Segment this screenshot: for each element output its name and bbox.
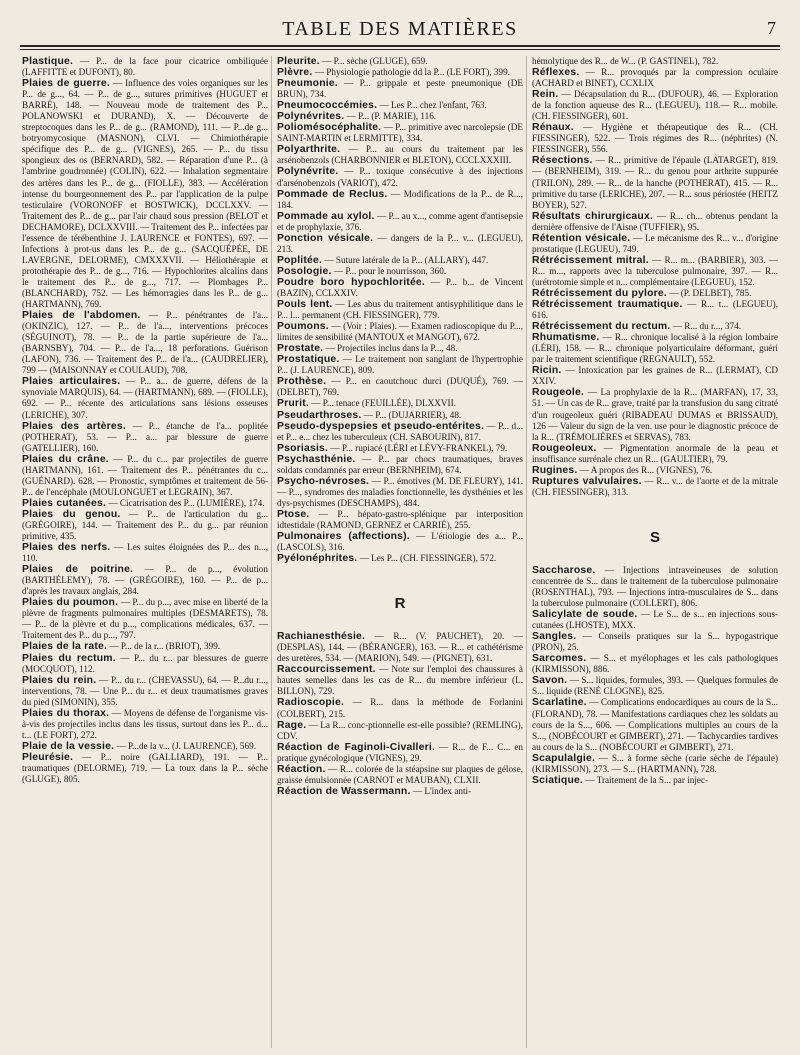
entry-term: Rein. [532, 89, 559, 101]
entry-term: Plaies cutanées. [22, 497, 107, 509]
entry-term: Salicylate de soude. [532, 609, 638, 621]
index-entry [22, 564, 268, 597]
index-entry [532, 476, 778, 498]
entry-description: — P... de p..., évolution (BARTHÉLEMY), 78. — (GRÉGOIRE), 160. — P... de p... d'après les travaux anglais, 284. [22, 564, 268, 597]
entry-description: — A propos des R... (VIGNES), 76. [577, 464, 713, 475]
index-entry [22, 653, 268, 675]
index-entry [277, 454, 523, 476]
entry-term: Scarlatine. [532, 697, 587, 709]
index-entry [532, 321, 778, 332]
entry-description: — Les abus du traitement antisyphilitique dans le P... l... permanent (CH. FIESSINGER), 779. [277, 299, 523, 321]
entry-description: — R... v... de l'aorte et de la mitrale (CH. FIESSINGER), 313. [532, 475, 778, 497]
index-entry [22, 56, 268, 78]
entry-description: — Pigmentation anormale de la peau et insuffisance surrénale chez un R... (GAULTIER), 79. [532, 442, 778, 464]
index-entry [532, 56, 778, 67]
entry-description: — (P. DELBET), 785. [666, 287, 752, 298]
entry-description: — Moyens de défense de l'organisme vis-à-vis des projectiles inclus dans les tissus, surtout dans les P... d... t... (LE FORT), 272. [22, 707, 268, 740]
entry-description: — (Voir : Plaies). — Examen radioscopique du P..., limites de sensibilité (MANTOUX et MANGOT), 672. [277, 321, 523, 343]
entry-term: Pyélonéphrites. [277, 553, 358, 565]
page-header [22, 14, 778, 44]
entry-term: Plèvre. [277, 67, 313, 79]
index-entry [277, 697, 523, 719]
entry-description: — R... de F... C... en pratique gynécologique (VIGNES), 29. [277, 741, 523, 763]
index-entry [532, 332, 778, 365]
entry-description: — P... (P. MARIE), 116. [344, 111, 437, 122]
index-entry [277, 67, 523, 78]
entry-description: — P... primitive avec narcolepsie (DE SAINT-MARTIN et LERMITTE), 334. [277, 122, 523, 144]
index-entry [22, 708, 268, 741]
entry-term: Ricin. [532, 365, 562, 377]
index-entry [277, 786, 523, 797]
entry-term: Polynévrite. [277, 166, 339, 178]
index-entry [277, 410, 523, 421]
index-entry [277, 299, 523, 321]
entry-term: Ruptures valvulaires. [532, 475, 642, 487]
entry-term: Poplitée. [277, 254, 323, 266]
index-entry [22, 741, 268, 752]
entry-term: Plaies de l'abdomen. [22, 310, 141, 322]
index-entry [22, 542, 268, 564]
index-entry [532, 609, 778, 631]
entry-description: — Influence des voies organiques sur les P... de g..., 64. — P... de g..., sutures primitives (HUGUET et BARRÉ), 148. — Nouveau mode de traitement des P... POLANOWSKI et DURAND), X. — Découverte de streptocoques dans les P... de g... (RAMOND), 111. — P...de g... botryomycosique (MASNON), CLVI. — Chimiothérapie spécifique des P... de g... (VIGNES), 265. — P... du tissu spongieux des os (BERNARD), 582. — Réparation d'une P... (à l'ambrine goudronnée) (COLIN), 622. — Inhalation segmentaire des artères dans les P... de g... (FIOLLE), 383. — Accélération intense du bourgeonnement des P... par l'application de la pulpe testiculaire (VORONOFF et BOSTWICK), DCCLXXV. — Traitement des P... de g... par l'air chaud sous pression (BELOT et DECHAMORE), DCLXXVIII. — Traitement des P... infectées par l'essence de térébenthine J. LAURENCE et FONTES), 697. — Infections à prot-us dans les P... de g... (SACQUÉPÉE, DE LAVERGNE, DELORME), CMXXXVII. — Héliothérapie et protothérapie des P... de g..., 716. — Hypochlorites alcalins dans le traitement des P... de g..., 717. — Plombages P... (BLANCHARD), 752. — Les hémorragies dans les P... de g... (HARTMANN), 769. [22, 78, 268, 310]
entry-description: — Le S... de s... en injections sous-cutanées (LHOSTE), MXX. [532, 609, 778, 631]
entry-description: — Le traitement non sanglant de l'hypertrophie P... (J. LAURENCE), 809. [277, 354, 523, 376]
entry-term: Poliomésocéphalite. [277, 122, 382, 134]
entry-description: — P... rupiacé (LÉRI et LÉVY-FRANKEL), 79. [328, 442, 508, 453]
entry-term: Plaies de poitrine. [22, 564, 134, 576]
entry-description: — R... chronique localisé à la région lombaire (LÉRI), 158. — R... chronique polyarticulaire déformant, guéri par le traitement scientifique (REGNAULT), 552. [532, 332, 778, 365]
entry-description: — P... du p..., avec mise en liberté de la plèvre de fragments pulmonaires multiples (DESMARETS), 78. — P... de la plèvre et du p..., complications médicales, 637. — Traitement des P... du p..., 797. [22, 597, 268, 641]
entry-term: Pulmonaires (affections). [277, 531, 410, 543]
entry-description: — Suture latérale de la P... (ALLARY), 447. [322, 254, 489, 265]
entry-description: — Les P... (CH. FIESSINGER), 572. [357, 553, 497, 564]
entry-term: Plaies articulaires. [22, 376, 121, 388]
entry-term: Rachianesthésie. [277, 631, 366, 643]
entry-term: Réaction de Faginoli-Civalleri. [277, 741, 436, 753]
entry-term: Pleurite. [277, 56, 320, 67]
entry-description: — P... du r... par blessures de guerre (MOCQUOT), 112. [22, 652, 268, 674]
entry-description: — P... pour le nourrisson, 360. [331, 265, 447, 276]
entry-description: — P... par chocs traumatiques, braves soldats condamnés par erreur (BERNHEIM), 674. [277, 453, 523, 475]
entry-term: Pseudarthroses. [277, 409, 362, 421]
entry-term: Rougeoleux. [532, 442, 597, 454]
entry-description: — P... d... et P... e... chez les tuberculeux (CH. SABOURIN), 817. [277, 420, 524, 442]
entry-description: — Physiologie pathologie dd la P... (LE FORT), 399. [312, 67, 510, 78]
index-entry [532, 775, 778, 786]
entry-term: Radioscopie. [277, 697, 345, 709]
entry-term: Psychasthénie. [277, 453, 356, 465]
entry-term: Plaies du thorax. [22, 707, 110, 719]
entry-term: Rétention vésicale. [532, 232, 631, 244]
entry-term: Pommade de Reclus. [277, 188, 388, 200]
entry-term: Prostate. [277, 343, 324, 355]
entry-term: Saccharose. [532, 564, 596, 576]
entry-term: Plastique. [22, 56, 74, 67]
index-entry [532, 565, 778, 609]
entry-description: — R... primitive de l'épaule (LATARGET), 819. — (BERNHEIM), 319. — R... du genou pour arthrite suppurée (TRILON), 289. — R... de la hanche (POTHERAT), 415. — R... primitive du tarse (LERICHE), 207. — R... sous périostée (HEITZ BOYER), 527. [532, 155, 778, 210]
index-entry [22, 675, 268, 708]
entry-term: Rougeole. [532, 387, 585, 399]
entry-term: Rétrécissement du pylore. [532, 287, 667, 299]
entry-term: Sangles. [532, 631, 577, 643]
entry-term: Pleurésie. [22, 751, 74, 763]
entry-term: Rétrécissement mitral. [532, 254, 649, 266]
index-entry [532, 631, 778, 653]
index-column-3 [532, 56, 778, 786]
index-entry [277, 720, 523, 742]
index-entry [532, 387, 778, 442]
index-entry [277, 398, 523, 409]
entry-description: — P... en caoutchouc durci (DUQUÉ), 769. — (DELBET), 769. [277, 376, 523, 398]
entry-description: — P... noire (GALLIARD), 191. — P... traumatiques (DELORME), 719. — La toux dans la P... sèche (GLUGE), 805. [22, 751, 268, 785]
entry-term: Prothèse. [277, 376, 327, 388]
entry-term: Plaies des nerfs. [22, 542, 111, 554]
entry-term: Poumons. [277, 321, 329, 333]
index-entry [22, 597, 268, 641]
entry-term: Sarcomes. [532, 653, 587, 665]
index-entry [532, 211, 778, 233]
index-entry [277, 78, 523, 100]
index-entry [277, 764, 523, 786]
entry-description: — P... tenace (FEUILLÉE), DLXXVII. [309, 398, 456, 409]
index-entry [277, 421, 523, 443]
section-letter: R [394, 595, 406, 613]
entry-description: — P... (DUJARRIER), 48. [361, 409, 462, 420]
index-entry [22, 498, 268, 509]
entry-term: Ptose. [277, 508, 310, 520]
index-entry [22, 752, 268, 785]
entry-term: Rugines. [532, 464, 578, 476]
index-entry [277, 531, 523, 553]
index-entry [532, 155, 778, 210]
entry-description: — P... grippale et peste pneumonique (DE BRUN), 734. [277, 78, 523, 100]
index-entry [22, 454, 268, 498]
entry-description: — R... (V. PAUCHET), 20. — (DESPLAS), 144. — (BÉRANGER), 163. — R... et cathétérisme des uretères, 534. — (MARION), 549. — (PIGNET), 631. [277, 631, 523, 664]
entry-description: — P... du r... (CHEVASSU), 64. — P...du r..., interventions, 78. — Une P... du r... et deux traumatismes graves du pied (SIMONIN), 355. [22, 674, 269, 707]
entry-description: — P... de l'articulation du g... (GRÉGOIRE), 144. — Traitement des P... du g... par réunion primitive, 435. [22, 508, 269, 542]
entry-term: Réflexes. [532, 67, 580, 79]
index-entry [277, 233, 523, 255]
entry-term: Savon. [532, 675, 568, 687]
entry-term: Sciatique. [532, 774, 584, 786]
index-entry [277, 189, 523, 211]
column-divider [526, 56, 527, 1048]
entry-description: — P... du c... par projectiles de guerre (HARTMANN), 161. — Traitement des P... pénétrantes du c... (GUÉNARD). 628. — Pronostic, symptômes et traitement de 56-P... de l'encéphale (MOULONGUET et LEGRAIN), 367. [22, 453, 268, 497]
entry-term: Résections. [532, 155, 593, 167]
index-entry [277, 111, 523, 122]
index-entry [277, 509, 523, 531]
entry-description: — P... b... de Vincent (BAZIN), CCLXXIV. [277, 276, 523, 298]
entry-description: — Décapsulation du R... (DUFOUR), 46. — Exploration de la fonction aqueuse des R... (LEGUEU), 118.— R... mobile. (CH. FIESSINGER), 601. [532, 89, 778, 122]
index-entry [277, 277, 523, 299]
entry-description: — Injections intraveineuses de solution concentrée de S... dans le traitement de la tuberculose pulmonaire (ROSENTHAL), 793. — Injections intra-musculaires de S... dans la tuberculose pulmonaire (COLLERT), 806. [532, 564, 778, 609]
entry-term: Psycho-névroses. [277, 475, 370, 487]
index-entry [277, 122, 523, 144]
index-entry [532, 465, 778, 476]
entry-description: — La R... conc-ptionnelle est-elle possible? (REMLING), CDV. [277, 719, 523, 741]
entry-term: Pneumonie. [277, 78, 338, 90]
entry-description: — Les suites éloignées des P... des n..., 110. [22, 542, 268, 564]
index-entry [22, 376, 268, 420]
entry-description: — P... au cours du traitement par les arsénobenzols (CHARBONNIER et BLETON), CCCLXXXIII. [277, 144, 523, 166]
entry-term: Plaies du poumon. [22, 597, 119, 609]
entry-description: — Conseils pratiques sur la S... hypogastrique (PRON), 25. [532, 631, 778, 653]
entry-description: — Intoxication par les graines de R... (LERMAT), CD XXIV. [532, 365, 778, 387]
section-letter: S [649, 528, 660, 546]
entry-description: — R... ch... obtenus pendant la dernière offensive de l'Aisne (TUFFIER), 95. [532, 210, 778, 232]
entry-term: Psoriasis. [277, 442, 329, 454]
entry-description: — Hygiène et thérapeutique des R... (CH. FIESSINGER), 522. — Trois régimes des R... (néphrites) (N. FIESSINGER), 556. [532, 122, 778, 155]
index-entry [277, 376, 523, 398]
entry-description: — R... m... (BARBIER), 303. — R... m..., rapports avec la tuberculose pulmonaire, 397. — R... (urétrotomie simple et n... complémentaire (LEGUEU), 152. [532, 254, 778, 287]
index-entry [532, 89, 778, 122]
entry-description: — P... de la r... (BRIOT), 399. [107, 641, 221, 652]
header-rule-thin [20, 49, 780, 50]
column-divider [271, 56, 272, 1048]
index-entry [532, 653, 778, 675]
page-number: 7 [767, 18, 776, 38]
entry-term: Rétrécissement du rectum. [532, 321, 671, 333]
index-entry [532, 288, 778, 299]
index-entry [22, 310, 268, 376]
entry-term: Rétrécissement traumatique. [532, 299, 683, 311]
entry-term: Ponction vésicale. [277, 232, 374, 244]
entry-term: Plaies du rectum. [22, 652, 116, 664]
entry-description: — R... colorée de la stéapsine sur plaques de gélose, graisse émulsionnée (CARNOT et MAUBAN), CLXII. [277, 763, 523, 785]
entry-description: — R... dans la méthode de Forlanini (COLBERT), 215. [277, 697, 523, 719]
entry-description: — Traitement de la S... par injec- [583, 774, 709, 785]
entry-description: — P... au x..., comme agent d'antisepsie et de prophylaxie, 376. [277, 210, 523, 232]
index-entry [277, 266, 523, 277]
index-entry [532, 299, 778, 321]
entry-term: Pommade au xylol. [277, 210, 375, 222]
entry-description: — P... hépato-gastro-splénique par interposition idtestidale (RAMOND, GERNEZ et CARRIÉ), 255. [277, 508, 523, 530]
entry-term: Plaies de la rate. [22, 641, 108, 653]
index-entry [277, 553, 523, 564]
entry-description: — L'index anti- [410, 785, 472, 796]
entry-description: — L'étiologie des a... P... (LASCOLS), 316. [277, 531, 523, 553]
entry-description: — Note sur l'emploi des chaussures à hautes semelles dans les cas de R... du membre inférieur (L. BILLON), 729. [277, 664, 523, 697]
entry-term: Plaie de la vessie. [22, 740, 115, 752]
index-entry [22, 421, 268, 454]
index-column-1 [22, 56, 268, 785]
entry-term: Pneumococcémies. [277, 100, 378, 112]
page-title: TABLE DES MATIÈRES [282, 18, 518, 40]
entry-term: Plaies du crâne. [22, 453, 109, 465]
entry-description: — Modifications de la P... de R..., 184. [277, 188, 523, 210]
entry-description: — P... toxique consécutive à des injections d'arsénobenzols (VARIOT), 472. [277, 166, 523, 188]
entry-term: Rhumatisme. [532, 332, 600, 344]
index-entry [277, 321, 523, 343]
index-entry [277, 100, 523, 111]
entry-term: Pouls lent. [277, 299, 333, 311]
index-column-2 [277, 56, 523, 797]
index-entry [532, 443, 778, 465]
entry-description: — Cicatrisation des P... (LUMIÈRE), 174. [106, 497, 265, 508]
entry-description: — Projectiles inclus dans la P..., 48. [323, 343, 458, 354]
index-entry [277, 144, 523, 166]
entry-term: Scapulalgie. [532, 752, 596, 764]
index-entry [277, 56, 523, 67]
entry-description: hémolytique des R... de W... (P. GASTINEL), 782. [532, 56, 719, 66]
entry-term: Prostatique. [277, 354, 340, 366]
index-entry [532, 697, 778, 752]
entry-term: Réaction. [277, 763, 326, 775]
entry-term: Rénaux. [532, 122, 574, 134]
entry-term: Polynévrites. [277, 111, 345, 123]
entry-description: — R... du r..., 374. [670, 321, 742, 332]
entry-description: — R... provoqués par la compression oculaire (ACHARD et BINET), CCXLIX [532, 67, 778, 89]
index-entry [532, 255, 778, 288]
index-entry [532, 67, 778, 89]
index-entry [532, 753, 778, 775]
entry-description: — P... émotives (M. DE FLEURY), 141. — P..., syndromes des maladies fonctionnelle, les dysthénies et les dys-psychismes (DESCHAMPS), 484. [277, 475, 523, 508]
entry-description: — P... étanche de l'a... poplitée (POTHERAT), 53. — P... a... par blessure de guerre (GATELLIER), 160. [22, 420, 268, 453]
entry-term: Prurit. [277, 398, 309, 410]
index-entry [277, 255, 523, 266]
entry-term: Posologie. [277, 265, 332, 277]
entry-term: Plaies des artères. [22, 420, 126, 432]
entry-description: — P... sèche (GLUGE), 659. [319, 56, 428, 66]
entry-term: Réaction de Wassermann. [277, 785, 411, 797]
index-entry [532, 233, 778, 255]
index-entry [277, 354, 523, 376]
index-entry [277, 664, 523, 697]
index-entry [277, 742, 523, 764]
index-entry [22, 509, 268, 542]
index-entry [277, 443, 523, 454]
entry-description: — R... t... (LEGUEU), 616. [532, 299, 778, 321]
entry-term: Pseudo-dyspepsies et pseudo-entérites. [277, 420, 485, 432]
entry-term: Rage. [277, 719, 307, 731]
entry-term: Plaies du genou. [22, 508, 121, 520]
entry-description: — S... et myélophages et les cals pathologiques (KIRMISSON), 886. [532, 653, 778, 675]
entry-term: Plaies de guerre. [22, 78, 110, 90]
index-entry [277, 476, 523, 509]
entry-term: Raccourcissement. [277, 664, 376, 676]
index-entry [22, 641, 268, 652]
index-entry [277, 631, 523, 664]
entry-term: Plaies du rein. [22, 674, 97, 686]
entry-description: — dangers de la P... v... (LEGUEU), 213. [277, 232, 523, 254]
entry-description: — P... de la face pour cicatrice ombiliquée (LAFFITTE et DUFONT), 80. [22, 56, 268, 78]
index-entry [532, 365, 778, 387]
index-entry [22, 78, 268, 310]
entry-description: — Complications endocardiques au cours de la S... (FLORAND), 78. — Manifestations cardiaques chez les soldats au cours de la S..., 606. — Complications multiples au cours de la S..., (NOBÉCOURT et GIMBERT), 271. — Tachycardies tardives au cours de la S... (NOBÉCOURT et GIMBERT), 271. [532, 697, 778, 752]
entry-description: — Les P... chez l'enfant, 763. [377, 100, 487, 111]
index-entry [277, 166, 523, 188]
entry-description: — S... liquides, formules, 393. — Quelques formules de S... liquide (RENÉ CLOGNE), 825. [532, 675, 778, 697]
entry-description: — P...de la v... (J. LAURENCE), 569. [114, 740, 256, 751]
entry-term: Résultats chirurgicaux. [532, 210, 654, 222]
entry-description: — La prophylaxie de la R... (MARFAN), 17, 33, 51. — Un cas de R... grave, traité par la transfusion du sang citraté d'un rougeoleux guéri (RIBADEAU DUMAS et BRISSAUD), 126 — Valeur du sign de la ven. use pour le diagnostic précoce de la R... (TRÉMOLIÈRES et SERVAS), 783. [532, 387, 778, 442]
entry-description: — Le mécanisme des R... v... d'origine prostatique (LEGUEU), 749. [532, 232, 778, 254]
entry-description: — P... a... de guerre, défens de la synoviale MARQUIS), 64. — (HARTMANN), 689. — (FIOLLE), 692. — P... récente des articulations sans lésions osseuses (LERICHE), 307. [22, 376, 268, 420]
index-entry [277, 211, 523, 233]
index-entry [277, 343, 523, 354]
index-entry [532, 675, 778, 697]
index-entry [532, 122, 778, 155]
entry-description: — P... pénétrantes de l'a... (OKINZIC), 127. — P... de l'a..., interventions précoces (SÉGUINOT), 78. — P... de la partie supérieure de l'a... (BARNSBY), 704. — P... de l'a..., 18 perforations. Guérison (LAFON), 736. — Traitement des P... de l'a... (CAUDRELIER), 799 — (MAISONNAY et COULAUD), 708. [22, 310, 268, 376]
entry-description: — S... à forme sèche (carie sèche de l'épaule) (KIRMISSON), 273. — S... (HARTMANN), 728. [532, 752, 778, 774]
header-rule [20, 45, 780, 47]
entry-term: Poudre boro hypochloritée. [277, 276, 425, 288]
entry-term: Polyarthrite. [277, 144, 341, 156]
